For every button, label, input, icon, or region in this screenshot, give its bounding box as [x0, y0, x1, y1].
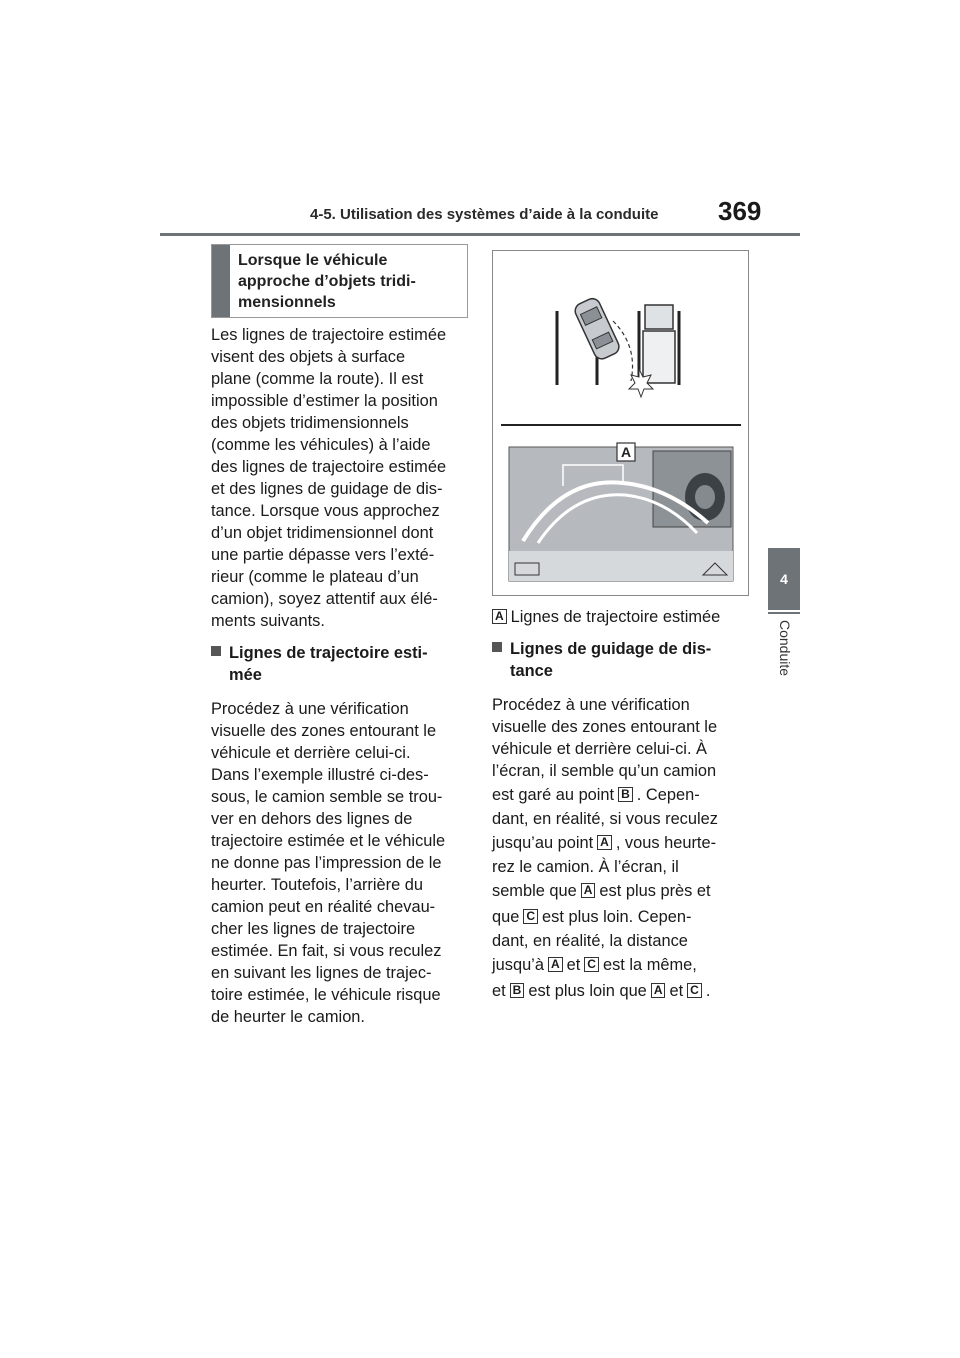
- text-line: dant, en réalité, la distance: [492, 932, 688, 950]
- intro-paragraph: [211, 324, 467, 632]
- text-line: véhicule et derrière celui-ci.: [211, 744, 411, 762]
- text-line: et des lignes de guidage de dis-: [211, 480, 443, 498]
- label-a: A: [597, 835, 612, 850]
- chapter-number: 4: [780, 571, 788, 587]
- bullet-square-icon: [492, 642, 502, 652]
- label-c: C: [523, 909, 538, 924]
- text-line: visuelle des zones entourant le: [492, 718, 718, 736]
- text-line: est garé au point B . Cepen-: [492, 786, 700, 804]
- text-line: rieur (comme le plateau d’un: [211, 568, 419, 586]
- text-line: visuelle des zones entourant le: [211, 722, 437, 740]
- text-line: ver en dehors des lignes de: [211, 810, 413, 828]
- label-a: A: [651, 983, 666, 998]
- body-paragraph: [492, 694, 762, 1004]
- text-line: impossible d’estimer la position: [211, 392, 438, 410]
- text-line: Les lignes de trajectoire estimée: [211, 326, 447, 344]
- text-line: dant, en réalité, si vous reculez: [492, 810, 718, 828]
- text-line: en suivant les lignes de trajec-: [211, 964, 432, 982]
- section-heading-text: [230, 245, 424, 317]
- section-heading-line: approche d’objets tridi-: [238, 273, 416, 290]
- text-line: (comme les véhicules) à l’aide: [211, 436, 431, 454]
- body-paragraph: [211, 698, 467, 1028]
- truck-top-icon: [643, 305, 675, 383]
- text-line: Procédez à une vérification: [492, 696, 690, 714]
- text-line: d’un objet tridimensionnel dont: [211, 524, 434, 542]
- text-line: tance. Lorsque vous approchez: [211, 502, 440, 520]
- rear-camera-view: [509, 443, 733, 581]
- text-line: véhicule et derrière celui-ci. À: [492, 740, 707, 758]
- right-column: [492, 606, 762, 1004]
- text-line: camion peut en réalité chevau-: [211, 898, 436, 916]
- text-line: Dans l’exemple illustré ci-des-: [211, 766, 429, 784]
- label-a: A: [492, 609, 507, 624]
- callout-label: A: [620, 444, 632, 460]
- label-b: B: [618, 787, 633, 802]
- label-c: C: [687, 983, 702, 998]
- label-c: C: [584, 957, 599, 972]
- chapter-tab: [768, 548, 800, 610]
- subheading-distance: Lignes de guidage de dis- tance: [492, 638, 762, 682]
- text-line: estimée. En fait, si vous reculez: [211, 942, 442, 960]
- text-line: ne donne pas l’impression de le: [211, 854, 442, 872]
- section-heading-bar: [212, 245, 230, 317]
- top-view-scene: [557, 296, 679, 397]
- text-line: toire estimée, le véhicule risque: [211, 986, 441, 1004]
- section-title: 4-5. Utilisation des systèmes d’aide à la conduite: [310, 206, 659, 223]
- page-number: 369: [718, 196, 762, 226]
- text-line: des lignes de trajectoire estimée: [211, 458, 447, 476]
- header-divider: [160, 233, 800, 236]
- text-line: que C est plus loin. Cepen-: [492, 908, 692, 926]
- label-b: B: [510, 983, 525, 998]
- label-a: A: [581, 883, 596, 898]
- subheading-line: tance: [510, 662, 553, 680]
- figure-caption: A Lignes de trajectoire estimée: [492, 606, 762, 628]
- section-heading-box: [211, 244, 468, 318]
- subheading-trajectory: Lignes de trajectoire esti- mée: [211, 642, 467, 686]
- text-line: semble que A est plus près et: [492, 882, 711, 900]
- car-top-icon: [573, 296, 622, 361]
- text-line: jusqu’au point A , vous heurte-: [492, 834, 717, 852]
- chapter-name: Conduite: [777, 620, 793, 677]
- parking-diagram: [493, 251, 748, 595]
- bullet-square-icon: [211, 646, 221, 656]
- text-line: sous, le camion semble se trou-: [211, 788, 443, 806]
- text-line: heurter. Toutefois, l’arrière du: [211, 876, 423, 894]
- camera-illustration: [492, 250, 749, 596]
- text-line: l’écran, il semble qu’un camion: [492, 762, 717, 780]
- text-line: une partie dépasse vers l’exté-: [211, 546, 435, 564]
- text-line: de heurter le camion.: [211, 1008, 365, 1026]
- text-line: ments suivants.: [211, 612, 325, 630]
- section-heading-line: Lorsque le véhicule: [238, 252, 388, 269]
- text-line: trajectoire estimée et le véhicule: [211, 832, 446, 850]
- chapter-tab-divider: [768, 612, 800, 614]
- text-line: visent des objets à surface: [211, 348, 406, 366]
- text-line: jusqu’à A et C est la même,: [492, 956, 697, 974]
- text-line: camion), soyez attentif aux élé-: [211, 590, 438, 608]
- section-heading-line: mensionnels: [238, 294, 336, 311]
- text-line: rez le camion. À l’écran, il: [492, 858, 679, 876]
- text-line: plane (comme la route). Il est: [211, 370, 424, 388]
- text-line: cher les lignes de trajectoire: [211, 920, 416, 938]
- left-column: [211, 324, 467, 1028]
- text-line: Procédez à une vérification: [211, 700, 409, 718]
- label-a: A: [548, 957, 563, 972]
- text-line: des objets tridimensionnels: [211, 414, 409, 432]
- text-line: et B est plus loin que A et C .: [492, 982, 711, 1000]
- subheading-line: mée: [229, 666, 262, 684]
